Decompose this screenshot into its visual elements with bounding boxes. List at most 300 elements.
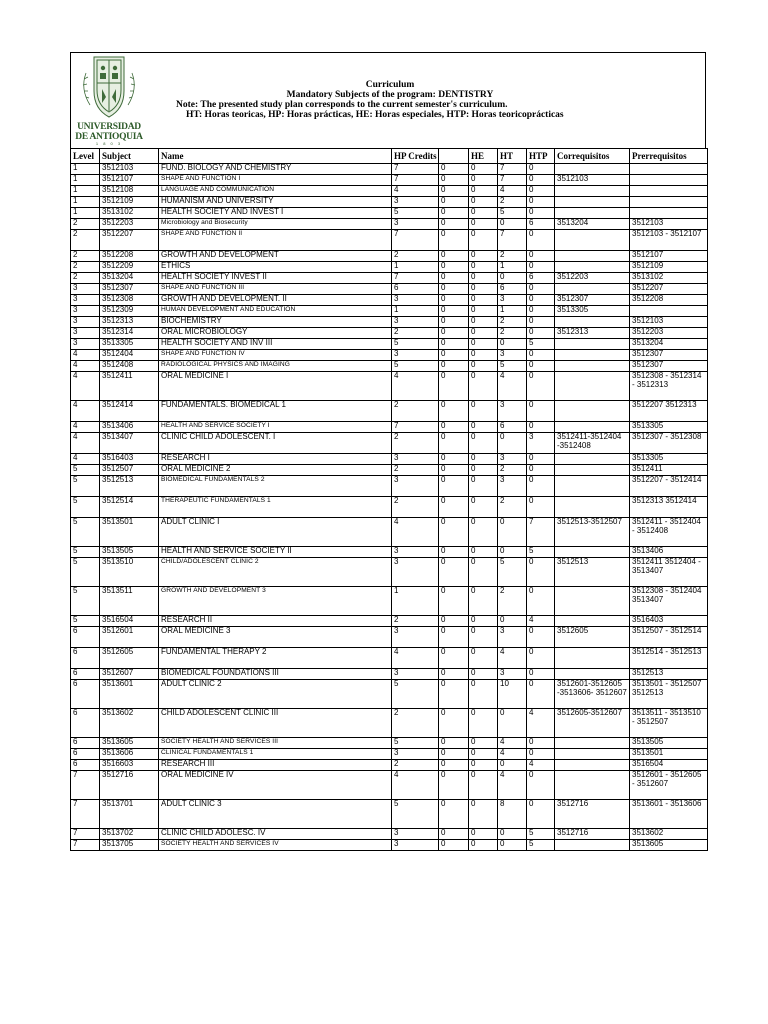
- cell-hp: 3: [392, 476, 439, 497]
- cell-ht: 0: [498, 760, 527, 771]
- cell-subject: 3513702: [100, 829, 159, 840]
- cell-ht: 2: [498, 197, 527, 208]
- cell-coreq: [555, 738, 630, 749]
- cell-credits: 0: [439, 306, 469, 317]
- cell-credits: 0: [439, 350, 469, 361]
- cell-he: 0: [469, 547, 498, 558]
- cell-hp: 4: [392, 648, 439, 669]
- cell-subject: 3512313: [100, 317, 159, 328]
- cell-htp: 5: [527, 547, 555, 558]
- cell-level: 5: [71, 616, 100, 627]
- cell-hp: 2: [392, 465, 439, 476]
- cell-level: 3: [71, 328, 100, 339]
- cell-hp: 3: [392, 219, 439, 230]
- cell-level: 1: [71, 186, 100, 197]
- table-row: [71, 295, 708, 306]
- cell-htp: 0: [527, 197, 555, 208]
- table-row: [71, 669, 708, 680]
- cell-htp: 0: [527, 749, 555, 760]
- cell-he: 0: [469, 454, 498, 465]
- cell-coreq: [555, 465, 630, 476]
- cell-level: 1: [71, 208, 100, 219]
- cell-he: 0: [469, 558, 498, 587]
- cell-subject: 3513606: [100, 749, 159, 760]
- cell-htp: 5: [527, 840, 555, 851]
- table-row: [71, 518, 708, 547]
- cell-htp: 4: [527, 616, 555, 627]
- table-row: [71, 738, 708, 749]
- cell-credits: 0: [439, 433, 469, 454]
- cell-subject: 3512309: [100, 306, 159, 317]
- cell-name: HUMAN DEVELOPMENT AND EDUCATION: [159, 306, 392, 317]
- university-seal-icon: [72, 53, 146, 121]
- table-row: [71, 840, 708, 851]
- cell-prereq: 3512513: [630, 669, 708, 680]
- cell-credits: 0: [439, 709, 469, 738]
- cell-subject: 3513705: [100, 840, 159, 851]
- cell-hp: 2: [392, 251, 439, 262]
- cell-he: 0: [469, 800, 498, 829]
- cell-he: 0: [469, 208, 498, 219]
- cell-htp: 0: [527, 306, 555, 317]
- cell-ht: 5: [498, 558, 527, 587]
- cell-ht: 0: [498, 840, 527, 851]
- table-row: [71, 372, 708, 401]
- table-row: [71, 616, 708, 627]
- cell-level: 3: [71, 306, 100, 317]
- table-row: [71, 339, 708, 350]
- cell-prereq: 3512514 - 3512513: [630, 648, 708, 669]
- cell-subject: 3512514: [100, 497, 159, 518]
- cell-he: 0: [469, 648, 498, 669]
- cell-he: 0: [469, 175, 498, 186]
- cell-coreq: [555, 454, 630, 465]
- cell-prereq: 3512208: [630, 295, 708, 306]
- table-row: [71, 164, 708, 175]
- cell-hp: 3: [392, 669, 439, 680]
- cell-hp: 6: [392, 284, 439, 295]
- cell-credits: 0: [439, 361, 469, 372]
- cell-he: 0: [469, 709, 498, 738]
- table-row: [71, 558, 708, 587]
- cell-hp: 3: [392, 749, 439, 760]
- cell-htp: 3: [527, 433, 555, 454]
- table-header-row: [71, 149, 708, 164]
- cell-prereq: 3512203: [630, 328, 708, 339]
- cell-credits: 0: [439, 339, 469, 350]
- cell-name: SHAPE AND FUNCTION II: [159, 230, 392, 251]
- cell-credits: 0: [439, 401, 469, 422]
- cell-coreq: [555, 771, 630, 800]
- cell-coreq: 3512411-3512404 -3512408: [555, 433, 630, 454]
- table-row: [71, 760, 708, 771]
- table-row: [71, 680, 708, 709]
- note-line-1: Note: The presented study plan corresponds to the current semester's curriculum.: [176, 100, 508, 110]
- cell-name: ORAL MEDICINE 3: [159, 627, 392, 648]
- table-row: [71, 829, 708, 840]
- cell-ht: 2: [498, 587, 527, 616]
- cell-coreq: [555, 760, 630, 771]
- cell-name: SOCIETY HEALTH AND SERVICES III: [159, 738, 392, 749]
- cell-coreq: [555, 749, 630, 760]
- cell-htp: 5: [527, 829, 555, 840]
- cell-subject: 3513102: [100, 208, 159, 219]
- cell-credits: 0: [439, 422, 469, 433]
- cell-credits: 0: [439, 738, 469, 749]
- cell-credits: 0: [439, 328, 469, 339]
- table-row: [71, 627, 708, 648]
- cell-subject: 3512207: [100, 230, 159, 251]
- cell-coreq: [555, 476, 630, 497]
- cell-ht: 0: [498, 547, 527, 558]
- cell-htp: 0: [527, 164, 555, 175]
- cell-name: HUMANISM AND UNIVERSITY: [159, 197, 392, 208]
- cell-coreq: [555, 197, 630, 208]
- cell-prereq: 3512103: [630, 317, 708, 328]
- cell-subject: 3516403: [100, 454, 159, 465]
- cell-credits: 0: [439, 164, 469, 175]
- cell-ht: 3: [498, 295, 527, 306]
- cell-ht: 4: [498, 648, 527, 669]
- cell-prereq: [630, 306, 708, 317]
- cell-subject: 3512607: [100, 669, 159, 680]
- col-header-htp: HTP: [527, 149, 555, 164]
- cell-he: 0: [469, 771, 498, 800]
- table-row: [71, 328, 708, 339]
- cell-coreq: 3512605: [555, 627, 630, 648]
- cell-name: SHAPE AND FUNCTION III: [159, 284, 392, 295]
- cell-credits: 0: [439, 476, 469, 497]
- cell-coreq: 3512203: [555, 273, 630, 284]
- cell-level: 6: [71, 669, 100, 680]
- cell-coreq: [555, 422, 630, 433]
- cell-level: 6: [71, 627, 100, 648]
- table-row: [71, 284, 708, 295]
- cell-credits: 0: [439, 669, 469, 680]
- cell-prereq: 3513305: [630, 422, 708, 433]
- cell-level: 6: [71, 760, 100, 771]
- table-row: [71, 197, 708, 208]
- cell-subject: 3513204: [100, 273, 159, 284]
- cell-prereq: 3512307: [630, 361, 708, 372]
- table-row: [71, 208, 708, 219]
- cell-subject: 3513605: [100, 738, 159, 749]
- cell-credits: 0: [439, 800, 469, 829]
- cell-htp: 0: [527, 284, 555, 295]
- cell-coreq: 3512605-3512607: [555, 709, 630, 738]
- cell-credits: 0: [439, 680, 469, 709]
- cell-ht: 2: [498, 465, 527, 476]
- cell-coreq: [555, 350, 630, 361]
- cell-prereq: [630, 208, 708, 219]
- cell-level: 2: [71, 219, 100, 230]
- cell-ht: 6: [498, 422, 527, 433]
- cell-prereq: 3512207: [630, 284, 708, 295]
- cell-he: 0: [469, 829, 498, 840]
- cell-coreq: 3513204: [555, 219, 630, 230]
- table-row: [71, 800, 708, 829]
- table-row: [71, 465, 708, 476]
- cell-credits: 0: [439, 771, 469, 800]
- table-row: [71, 361, 708, 372]
- cell-prereq: 3512307: [630, 350, 708, 361]
- cell-prereq: 3512207 3512313: [630, 401, 708, 422]
- cell-ht: 7: [498, 230, 527, 251]
- cell-prereq: 3512107: [630, 251, 708, 262]
- table-row: [71, 497, 708, 518]
- cell-level: 1: [71, 197, 100, 208]
- cell-credits: 0: [439, 175, 469, 186]
- cell-name: HEALTH SOCIETY AND INV III: [159, 339, 392, 350]
- cell-coreq: [555, 497, 630, 518]
- cell-hp: 3: [392, 558, 439, 587]
- cell-level: 5: [71, 497, 100, 518]
- cell-coreq: [555, 262, 630, 273]
- cell-ht: 0: [498, 616, 527, 627]
- cell-coreq: 3512313: [555, 328, 630, 339]
- cell-hp: 3: [392, 295, 439, 306]
- cell-he: 0: [469, 197, 498, 208]
- cell-ht: 5: [498, 361, 527, 372]
- cell-level: 7: [71, 840, 100, 851]
- cell-hp: 5: [392, 738, 439, 749]
- table-row: [71, 587, 708, 616]
- cell-prereq: 3512207 - 3512414: [630, 476, 708, 497]
- cell-name: FUND. BIOLOGY AND CHEMISTRY: [159, 164, 392, 175]
- cell-ht: 0: [498, 518, 527, 547]
- cell-level: 6: [71, 680, 100, 709]
- cell-prereq: 3513501: [630, 749, 708, 760]
- cell-subject: 3512414: [100, 401, 159, 422]
- table-row: [71, 175, 708, 186]
- cell-name: FUNDAMENTAL THERAPY 2: [159, 648, 392, 669]
- document-heading: [160, 80, 620, 120]
- table-row: [71, 219, 708, 230]
- cell-subject: 3513501: [100, 518, 159, 547]
- cell-he: 0: [469, 401, 498, 422]
- note-line-2: HT: Horas teoricas, HP: Horas prácticas, HE: Horas especiales, HTP: Horas teoricoprácticas: [186, 110, 564, 120]
- cell-level: 6: [71, 749, 100, 760]
- cell-ht: 3: [498, 454, 527, 465]
- col-header-credits-label: Credits: [408, 150, 437, 161]
- cell-prereq: 3512411 3512404 - 3513407: [630, 558, 708, 587]
- cell-name: CHILD ADOLESCENT CLINIC III: [159, 709, 392, 738]
- cell-name: ETHICS: [159, 262, 392, 273]
- cell-he: 0: [469, 295, 498, 306]
- cell-he: 0: [469, 361, 498, 372]
- cell-ht: 7: [498, 164, 527, 175]
- cell-htp: 0: [527, 350, 555, 361]
- cell-prereq: 3512307 - 3512308: [630, 433, 708, 454]
- cell-he: 0: [469, 317, 498, 328]
- cell-name: HEALTH SOCIETY INVEST II: [159, 273, 392, 284]
- cell-he: 0: [469, 273, 498, 284]
- cell-name: ORAL MEDICINE I: [159, 372, 392, 401]
- cell-he: 0: [469, 680, 498, 709]
- cell-hp: 3: [392, 547, 439, 558]
- cell-htp: 0: [527, 208, 555, 219]
- cell-hp: 5: [392, 680, 439, 709]
- cell-subject: 3513505: [100, 547, 159, 558]
- cell-he: 0: [469, 422, 498, 433]
- cell-credits: 0: [439, 197, 469, 208]
- cell-level: 2: [71, 230, 100, 251]
- cell-he: 0: [469, 372, 498, 401]
- table-row: [71, 749, 708, 760]
- cell-htp: 0: [527, 401, 555, 422]
- cell-prereq: 3512601 - 3512605 - 3512607: [630, 771, 708, 800]
- cell-ht: 3: [498, 476, 527, 497]
- cell-name: RADIOLOGICAL PHYSICS AND IMAGING: [159, 361, 392, 372]
- cell-htp: 5: [527, 339, 555, 350]
- cell-ht: 0: [498, 709, 527, 738]
- cell-name: GROWTH AND DEVELOPMENT 3: [159, 587, 392, 616]
- cell-htp: 6: [527, 219, 555, 230]
- cell-name: FUNDAMENTALS. BIOMEDICAL 1: [159, 401, 392, 422]
- cell-ht: 2: [498, 251, 527, 262]
- cell-prereq: 3512103 - 3512107: [630, 230, 708, 251]
- table-row: [71, 306, 708, 317]
- cell-hp: 2: [392, 497, 439, 518]
- cell-name: GROWTH AND DEVELOPMENT. II: [159, 295, 392, 306]
- cell-prereq: 3513305: [630, 454, 708, 465]
- cell-name: SHAPE AND FUNCTION I: [159, 175, 392, 186]
- cell-he: 0: [469, 328, 498, 339]
- cell-hp: 3: [392, 197, 439, 208]
- cell-prereq: 3513505: [630, 738, 708, 749]
- cell-htp: 7: [527, 518, 555, 547]
- cell-name: CHILD/ADOLESCENT CLINIC 2: [159, 558, 392, 587]
- cell-subject: 3512411: [100, 372, 159, 401]
- cell-credits: 0: [439, 497, 469, 518]
- cell-coreq: [555, 648, 630, 669]
- cell-level: 5: [71, 476, 100, 497]
- cell-hp: 2: [392, 401, 439, 422]
- cell-credits: 0: [439, 317, 469, 328]
- cell-hp: 2: [392, 616, 439, 627]
- col-header-coreq: Correquisitos: [555, 149, 630, 164]
- cell-htp: 0: [527, 680, 555, 709]
- cell-hp: 4: [392, 771, 439, 800]
- cell-hp: 4: [392, 518, 439, 547]
- cell-htp: 0: [527, 627, 555, 648]
- cell-prereq: 3513406: [630, 547, 708, 558]
- cell-subject: 3516603: [100, 760, 159, 771]
- cell-level: 7: [71, 800, 100, 829]
- cell-name: RESEARCH III: [159, 760, 392, 771]
- cell-htp: 4: [527, 709, 555, 738]
- cell-name: ADULT CLINIC 3: [159, 800, 392, 829]
- cell-he: 0: [469, 251, 498, 262]
- cell-ht: 10: [498, 680, 527, 709]
- cell-name: GROWTH AND DEVELOPMENT: [159, 251, 392, 262]
- table-row: [71, 476, 708, 497]
- cell-subject: 3512103: [100, 164, 159, 175]
- logo-line-3: 1 8 0 3: [95, 141, 123, 146]
- cell-hp: 3: [392, 350, 439, 361]
- cell-name: SHAPE AND FUNCTION IV: [159, 350, 392, 361]
- cell-level: 5: [71, 518, 100, 547]
- cell-hp: 3: [392, 627, 439, 648]
- cell-subject: 3512404: [100, 350, 159, 361]
- cell-coreq: [555, 669, 630, 680]
- cell-htp: 0: [527, 317, 555, 328]
- cell-he: 0: [469, 230, 498, 251]
- cell-level: 4: [71, 454, 100, 465]
- cell-he: 0: [469, 616, 498, 627]
- cell-credits: 0: [439, 295, 469, 306]
- table-body: [71, 164, 708, 851]
- cell-subject: 3512203: [100, 219, 159, 230]
- cell-prereq: 3513102: [630, 273, 708, 284]
- cell-level: 6: [71, 648, 100, 669]
- cell-name: CLINIC CHILD ADOLESC. IV: [159, 829, 392, 840]
- cell-credits: 0: [439, 251, 469, 262]
- cell-coreq: [555, 616, 630, 627]
- cell-coreq: 3512103: [555, 175, 630, 186]
- cell-prereq: 3513601 - 3513606: [630, 800, 708, 829]
- cell-coreq: [555, 230, 630, 251]
- cell-name: CLINIC CHILD ADOLESCENT. I: [159, 433, 392, 454]
- cell-ht: 4: [498, 738, 527, 749]
- cell-coreq: [555, 208, 630, 219]
- cell-ht: 6: [498, 284, 527, 295]
- cell-coreq: [555, 284, 630, 295]
- cell-htp: 0: [527, 738, 555, 749]
- cell-hp: 5: [392, 361, 439, 372]
- cell-htp: 0: [527, 587, 555, 616]
- col-header-he: HE: [469, 149, 498, 164]
- logo-line-2: DE ANTIOQUIA: [75, 132, 143, 142]
- cell-credits: 0: [439, 749, 469, 760]
- cell-ht: 3: [498, 350, 527, 361]
- cell-credits: 0: [439, 273, 469, 284]
- cell-he: 0: [469, 497, 498, 518]
- cell-name: RESEARCH II: [159, 616, 392, 627]
- cell-subject: 3512513: [100, 476, 159, 497]
- cell-coreq: 3512601-3512605 -3513606- 3512607: [555, 680, 630, 709]
- cell-credits: 0: [439, 219, 469, 230]
- cell-subject: 3513602: [100, 709, 159, 738]
- cell-hp: 2: [392, 709, 439, 738]
- cell-level: 2: [71, 273, 100, 284]
- university-logo: [72, 53, 146, 145]
- cell-name: ADULT CLINIC 2: [159, 680, 392, 709]
- cell-subject: 3512308: [100, 295, 159, 306]
- cell-subject: 3513406: [100, 422, 159, 433]
- cell-level: 5: [71, 465, 100, 476]
- cell-he: 0: [469, 433, 498, 454]
- cell-credits: 0: [439, 372, 469, 401]
- cell-prereq: 3512308 - 3512404 3513407: [630, 587, 708, 616]
- table-row: [71, 230, 708, 251]
- cell-htp: 4: [527, 760, 555, 771]
- col-header-hp-label: HP: [394, 150, 407, 161]
- cell-he: 0: [469, 219, 498, 230]
- cell-subject: 3513511: [100, 587, 159, 616]
- cell-htp: 0: [527, 295, 555, 306]
- col-header-prereq: Prerrequisitos: [630, 149, 708, 164]
- cell-name: CLINICAL FUNDAMENTALS 1: [159, 749, 392, 760]
- table-row: [71, 350, 708, 361]
- cell-hp: 7: [392, 273, 439, 284]
- cell-ht: 7: [498, 175, 527, 186]
- cell-he: 0: [469, 306, 498, 317]
- cell-credits: 0: [439, 616, 469, 627]
- cell-ht: 3: [498, 627, 527, 648]
- cell-htp: 0: [527, 422, 555, 433]
- cell-name: RESEARCH I: [159, 454, 392, 465]
